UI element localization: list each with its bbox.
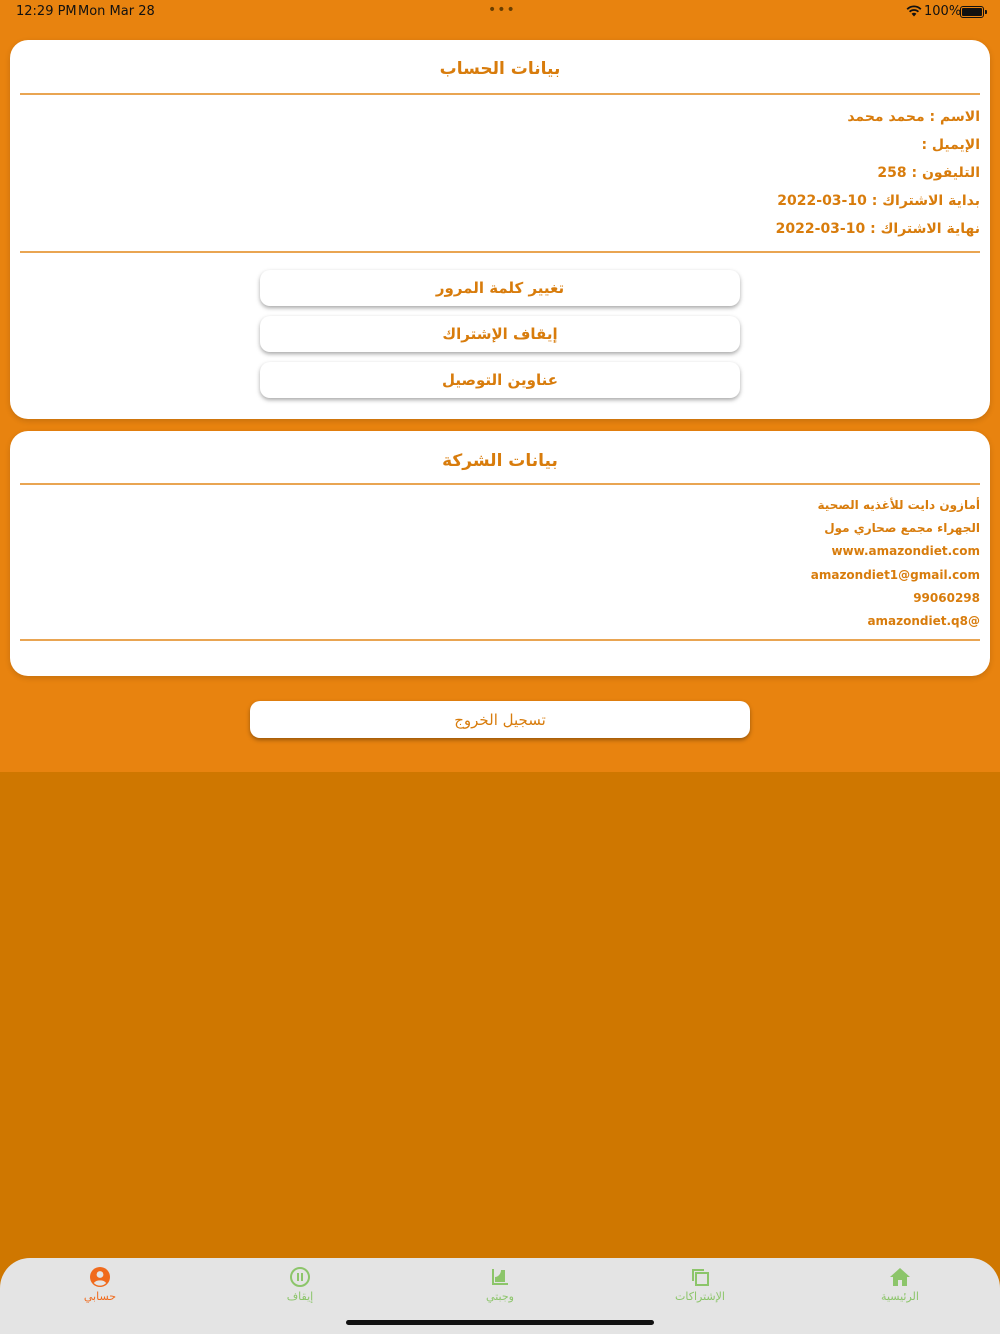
company-card	[10, 431, 990, 676]
status-time: 12:29 PM	[16, 4, 77, 19]
battery-icon	[960, 6, 984, 18]
company-address: الجهراء مجمع صحاري مول	[824, 521, 980, 535]
pause-circle-icon	[289, 1266, 311, 1288]
tab-subscriptions-label: الإشتراكات	[675, 1290, 725, 1303]
delivery-addresses-button[interactable]: عناوين التوصيل	[260, 362, 740, 398]
multitasking-dots[interactable]: •••	[488, 2, 516, 18]
battery-percentage: 100%	[924, 4, 962, 19]
tab-my-account[interactable]	[40, 1266, 160, 1316]
subscriptions-icon	[689, 1266, 711, 1288]
company-instagram[interactable]: @amazondiet.q8	[867, 614, 980, 628]
tab-my-meal-label: وجبتي	[486, 1290, 514, 1303]
account-phone: التليفون : 258	[877, 165, 980, 181]
tab-home[interactable]	[840, 1266, 960, 1316]
account-info-divider	[20, 251, 980, 253]
company-website[interactable]: www.amazondiet.com	[831, 544, 980, 558]
account-title-divider	[20, 93, 980, 95]
tab-subscriptions[interactable]	[640, 1266, 760, 1316]
company-email[interactable]: amazondiet1@gmail.com	[810, 568, 980, 582]
meal-icon	[489, 1266, 511, 1288]
logout-button[interactable]: تسجيل الخروج	[250, 701, 750, 738]
tab-pause-label: إيقاف	[286, 1290, 314, 1303]
wifi-icon	[906, 5, 922, 17]
stop-subscription-button[interactable]: إيقاف الإشتراك	[260, 316, 740, 352]
tab-home-label: الرئيسية	[881, 1290, 919, 1303]
change-password-button[interactable]: تغيير كلمة المرور	[260, 270, 740, 306]
account-card	[10, 40, 990, 419]
company-info-divider	[20, 639, 980, 641]
home-indicator[interactable]	[346, 1320, 654, 1325]
account-email: الإيميل :	[921, 137, 980, 153]
status-date: Mon Mar 28	[78, 4, 155, 19]
company-phone[interactable]: 99060298	[913, 591, 980, 605]
company-card-title: بيانات الشركة	[442, 451, 558, 471]
tab-my-account-label: حسابي	[83, 1290, 117, 1303]
account-name: الاسم : محمد محمد	[847, 109, 980, 125]
company-title-divider	[20, 483, 980, 485]
tab-my-meal[interactable]	[440, 1266, 560, 1316]
status-bar	[0, 0, 1000, 24]
company-name: أمازون دايت للأغذيه الصحية	[817, 498, 980, 512]
account-card-title: بيانات الحساب	[439, 59, 561, 79]
home-icon	[889, 1266, 911, 1288]
subscription-start: بداية الاشتراك : 10-03-2022	[777, 193, 980, 209]
tab-pause[interactable]	[240, 1266, 360, 1316]
subscription-end: نهاية الاشتراك : 10-03-2022	[775, 221, 980, 237]
account-circle-icon	[89, 1266, 111, 1288]
